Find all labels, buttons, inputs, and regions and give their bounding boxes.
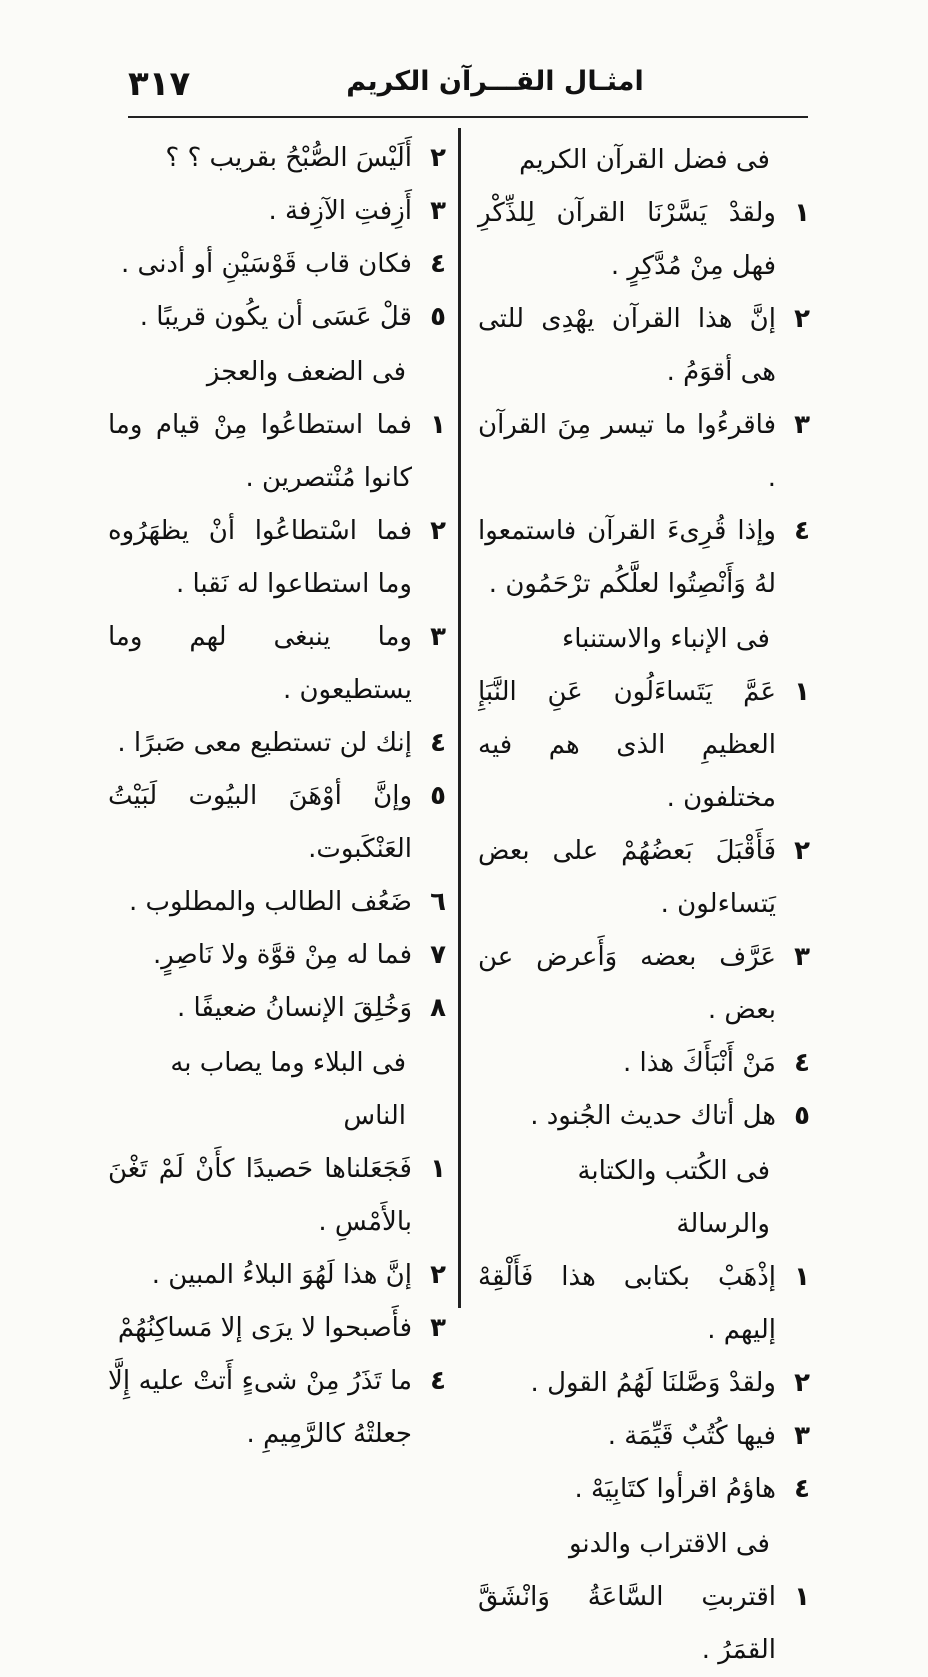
verse-number: ٤: [430, 1366, 446, 1396]
verse-item: [108, 876, 446, 929]
verse-number: ٤: [794, 1048, 810, 1078]
verse-item: [478, 1090, 810, 1143]
verse-number: ٧: [430, 940, 446, 970]
verse-number: ١: [794, 677, 810, 707]
verse-number: ٣: [430, 1313, 446, 1343]
verse-number: ٣: [794, 410, 810, 440]
verse-number: ٢: [794, 836, 810, 866]
verse-number: ٣: [794, 1421, 810, 1451]
verse-item: [478, 1463, 810, 1516]
verse-number: ٣: [430, 196, 446, 226]
verse-number: ٤: [430, 249, 446, 279]
verse-text: عَمَّ يَتَساءَلُون عَنِ النَّبَإِ العظيمِ الذى هم فيه مختلفون .: [478, 677, 776, 813]
verse-number: ٥: [430, 302, 446, 332]
verse-item: [108, 929, 446, 982]
section: [478, 134, 810, 611]
verse-item: [478, 505, 810, 611]
section-heading: فى الاقتراب والدنو: [568, 1529, 770, 1559]
left-column: [108, 132, 446, 1461]
verse-text: فَأَقْبَلَ بَعضُهُمْ على بعض يَتساءلون .: [478, 836, 776, 919]
verse-text: فكان قاب قَوْسَيْنِ أو أدنى .: [121, 249, 412, 279]
verse-text: مَنْ أَنْبَأَكَ هذا .: [622, 1048, 776, 1078]
verse-text: إنَّ هذا لَهُوَ البلاءُ المبين .: [151, 1260, 412, 1290]
verse-text: هاؤمُ اقرأوا كتَابِيَهْ .: [574, 1474, 776, 1504]
verse-text: وإنَّ أوْهَنَ البيُوت لَبَيْتُ العَنْكَبوت.: [108, 781, 412, 864]
verse-text: إنَّ هذا القرآن يهْدِى للتى هى أقوَمُ .: [478, 304, 776, 387]
verse-item: [108, 1143, 446, 1249]
verse-item: [108, 611, 446, 717]
verse-number: ٦: [430, 887, 446, 917]
verse-number: ٤: [430, 728, 446, 758]
section-heading: فى البلاء وما يصاب به الناس: [170, 1048, 406, 1131]
verse-text: فاقرءُوا ما تيسر مِنَ القرآن .: [478, 410, 776, 493]
verse-item: [478, 825, 810, 931]
verse-item: [478, 666, 810, 825]
verse-text: فيها كُتُبٌ قَيِّمَة .: [607, 1421, 776, 1451]
section: [108, 346, 446, 1035]
verse-number: ٤: [794, 1474, 810, 1504]
verse-text: فما له مِنْ قوَّة ولا نَاصِرٍ.: [153, 940, 412, 970]
right-column: [478, 132, 810, 1677]
verse-item: [108, 1355, 446, 1461]
section: [478, 1145, 810, 1516]
verse-item: [108, 399, 446, 505]
verse-text: ما تَذَرُ مِنْ شىءٍ أَتتْ عليه إِلَّا جعلتْهُ كالرَّمِيمِ .: [108, 1366, 412, 1449]
verse-text: وإذا قُرِىءَ القرآن فاستمعوا لهُ وَأَنْصِتُوا لعلَّكُم ترْحَمُون .: [478, 516, 776, 599]
verse-item: [478, 1251, 810, 1357]
verse-item: [108, 291, 446, 344]
header-rule: [128, 116, 808, 118]
section: [478, 1518, 810, 1677]
verse-item: [108, 1302, 446, 1355]
verse-number: ١: [794, 1262, 810, 1292]
section-heading: فى الضعف والعجز: [206, 357, 406, 387]
verse-number: ١: [794, 1582, 810, 1612]
verse-text: فما استطاعُوا مِنْ قيام وما كانوا مُنْتصرين .: [108, 410, 412, 493]
running-title: امثـال القـــرآن الكريم: [346, 66, 644, 97]
verse-item: [478, 399, 810, 505]
verse-number: ٢: [430, 1260, 446, 1290]
verse-item: [108, 717, 446, 770]
verse-text: أَلَيْسَ الصُّبْحُ بقريب ؟ ؟: [165, 143, 412, 173]
verse-item: [108, 238, 446, 291]
verse-number: ٢: [430, 143, 446, 173]
section: [478, 613, 810, 1143]
verse-text: فما اسْتطاعُوا أنْ يظهَرُوه وما استطاعوا له نَقبا .: [108, 516, 412, 599]
verse-text: وَخُلِقَ الإنسانُ ضعيفًا .: [176, 993, 412, 1023]
verse-text: ضَعُف الطالب والمطلوب .: [128, 887, 412, 917]
verse-item: [108, 770, 446, 876]
verse-text: ولقدْ وَصَّلنَا لَهُمُ القول .: [530, 1368, 776, 1398]
section-heading: فى فضل القرآن الكريم: [519, 145, 770, 175]
verse-item: [478, 931, 810, 1037]
verse-text: قلْ عَسَى أن يكُون قريبًا .: [139, 302, 412, 332]
verse-number: ٢: [794, 304, 810, 334]
verse-item: [478, 1410, 810, 1463]
verse-text: أَزِفتِ الآزِفة .: [268, 196, 412, 226]
verse-text: اقتربتِ السَّاعَةُ وَانْشَقَّ القمَرُ .: [478, 1582, 776, 1665]
verse-number: ٥: [430, 781, 446, 811]
verse-number: ٨: [430, 993, 446, 1023]
verse-text: فَجَعَلناها حَصيدًا كأَنْ لَمْ تَغْنَ بالأَمْسِ .: [108, 1154, 412, 1237]
verse-number: ١: [430, 1154, 446, 1184]
verse-text: ولقدْ يَسَّرْنَا القرآن لِلذِّكْرِ فهل مِنْ مُدَّكِرٍ .: [478, 198, 776, 281]
verse-number: ١: [794, 198, 810, 228]
verse-number: ٢: [794, 1368, 810, 1398]
column-divider: [458, 128, 461, 1308]
verse-item: [108, 505, 446, 611]
section: [108, 1037, 446, 1461]
verse-item: [108, 1249, 446, 1302]
verse-text: عَرَّف بعضه وَأَعرض عن بعض .: [478, 942, 776, 1025]
verse-item: [108, 982, 446, 1035]
verse-item: [478, 1037, 810, 1090]
verse-text: وما ينبغى لهم وما يستطيعون .: [108, 622, 412, 705]
page-number: ٣١٧: [128, 64, 191, 104]
verse-item: [478, 293, 810, 399]
verse-item: [478, 187, 810, 293]
verse-number: ١: [430, 410, 446, 440]
verse-text: فأَصبحوا لا يرَى إلا مَساكِنُهُمْ: [117, 1313, 412, 1343]
verse-text: إذْهَبْ بكتابى هذا فَأَلْقِهْ إليهم .: [478, 1262, 776, 1345]
verse-text: هل أتاك حديث الجُنود .: [530, 1101, 776, 1131]
section: [108, 132, 446, 344]
verse-number: ٢: [430, 516, 446, 546]
verse-number: ٥: [794, 1101, 810, 1131]
verse-text: إنك لن تستطيع معى صَبرًا .: [117, 728, 412, 758]
section-heading: فى الإنباء والاستنباء: [562, 624, 770, 654]
verse-number: ٤: [794, 516, 810, 546]
verse-item: [108, 185, 446, 238]
section-heading: فى الكُتب والكتابة والرسالة: [577, 1156, 770, 1239]
verse-item: [478, 1571, 810, 1677]
verse-number: ٣: [794, 942, 810, 972]
verse-number: ٣: [430, 622, 446, 652]
verse-item: [108, 132, 446, 185]
